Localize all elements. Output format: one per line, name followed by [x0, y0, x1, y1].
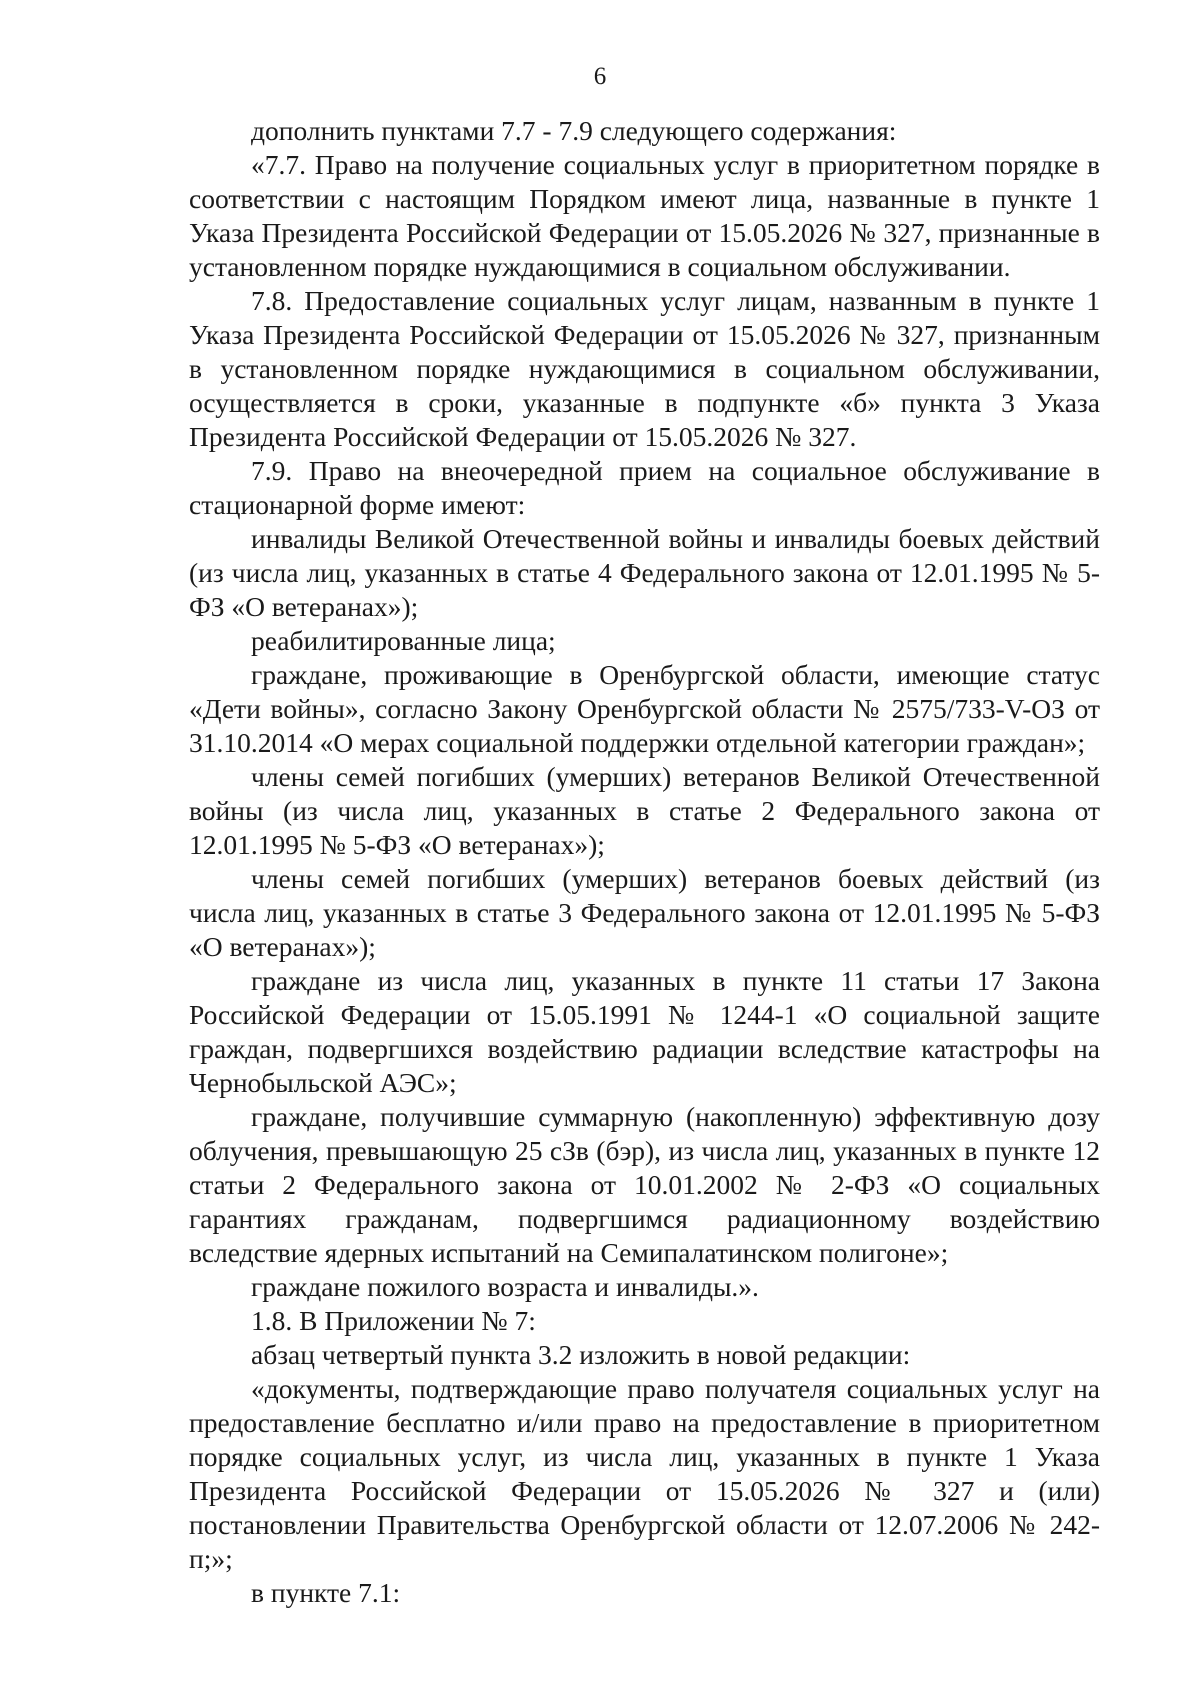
document-body	[189, 114, 1100, 1610]
list-item-war-invalids: инвалиды Великой Отечественной войны и инвалиды боевых действий (из числа лиц, указанных в статье 4 Федерального закона от 12.01.1995 № 5-ФЗ «О ветеранах»);	[189, 523, 1100, 622]
list-item-children-of-war: граждане, проживающие в Оренбургской области, имеющие статус «Дети войны», согласно Закону Оренбургской области № 2575/733-V-ОЗ от 31.10.2014 «О мерах социальной поддержки отдельной категории граждан»;	[189, 659, 1100, 758]
list-item-rehabilitated: реабилитированные лица;	[251, 625, 556, 656]
paragraph-intro: дополнить пунктами 7.7 - 7.9 следующего содержания:	[251, 115, 897, 146]
list-item-families-combat-veterans: члены семей погибших (умерших) ветеранов боевых действий (из числа лиц, указанных в статье 3 Федерального закона от 12.01.1995 № 5-ФЗ «О ветеранах»);	[189, 863, 1100, 962]
list-item-elderly-disabled: граждане пожилого возраста и инвалиды.».	[251, 1271, 759, 1302]
paragraph-3-2-new-text: «документы, подтверждающие право получателя социальных услуг на предоставление бесплатно и/или право на предоставление в приоритетном порядке социальных услуг, из числа лиц, указанных в пункте 1 Указа Президента Российской Федерации от 15.05.2026 № 327 и (или) постановлении Правительства Оренбургской области от 12.07.2006 № 242-п;»;	[189, 1373, 1100, 1574]
list-item-semipalatinsk: граждане, получившие суммарную (накопленную) эффективную дозу облучения, превышающую 25 сЗв (бэр), из числа лиц, указанных в пункте 12 статьи 2 Федерального закона от 10.01.2002 № 2-ФЗ «О социальных гарантиях гражданам, подвергшимся радиационному воздействию вследствие ядерных испытаний на Семипалатинском полигоне»;	[189, 1101, 1100, 1268]
paragraph-7-8: 7.8. Предоставление социальных услуг лицам, названным в пункте 1 Указа Президента Российской Федерации от 15.05.2026 № 327, признанным в установленном порядке нуждающимися в социальном обслуживании, осуществляется в сроки, указанные в подпункте «б» пункта 3 Указа Президента Российской Федерации от 15.05.2026 № 327.	[189, 285, 1100, 452]
paragraph-7-9: 7.9. Право на внеочередной прием на социальное обслуживание в стационарной форме имеют:	[189, 455, 1100, 520]
paragraph-7-1: в пункте 7.1:	[251, 1577, 401, 1608]
paragraph-3-2-instruction: абзац четвертый пункта 3.2 изложить в новой редакции:	[251, 1339, 911, 1370]
page-number: 6	[593, 63, 607, 90]
paragraph-1-8: 1.8. В Приложении № 7:	[251, 1305, 536, 1336]
paragraph-7-7: «7.7. Право на получение социальных услуг в приоритетном порядке в соответствии с настоящим Порядком имеют лица, названные в пункте 1 Указа Президента Российской Федерации от 15.05.2026 № 327, признанные в установленном порядке нуждающимися в социальном обслуживании.	[189, 149, 1100, 282]
list-item-families-wwii-veterans: члены семей погибших (умерших) ветеранов Великой Отечественной войны (из числа лиц, указанных в статье 2 Федерального закона от 12.01.1995 № 5-ФЗ «О ветеранах»);	[189, 761, 1100, 860]
list-item-chernobyl: граждане из числа лиц, указанных в пункте 11 статьи 17 Закона Российской Федерации от 15.05.1991 № 1244-1 «О социальной защите граждан, подвергшихся воздействию радиации вследствие катастрофы на Чернобыльской АЭС»;	[189, 965, 1100, 1098]
